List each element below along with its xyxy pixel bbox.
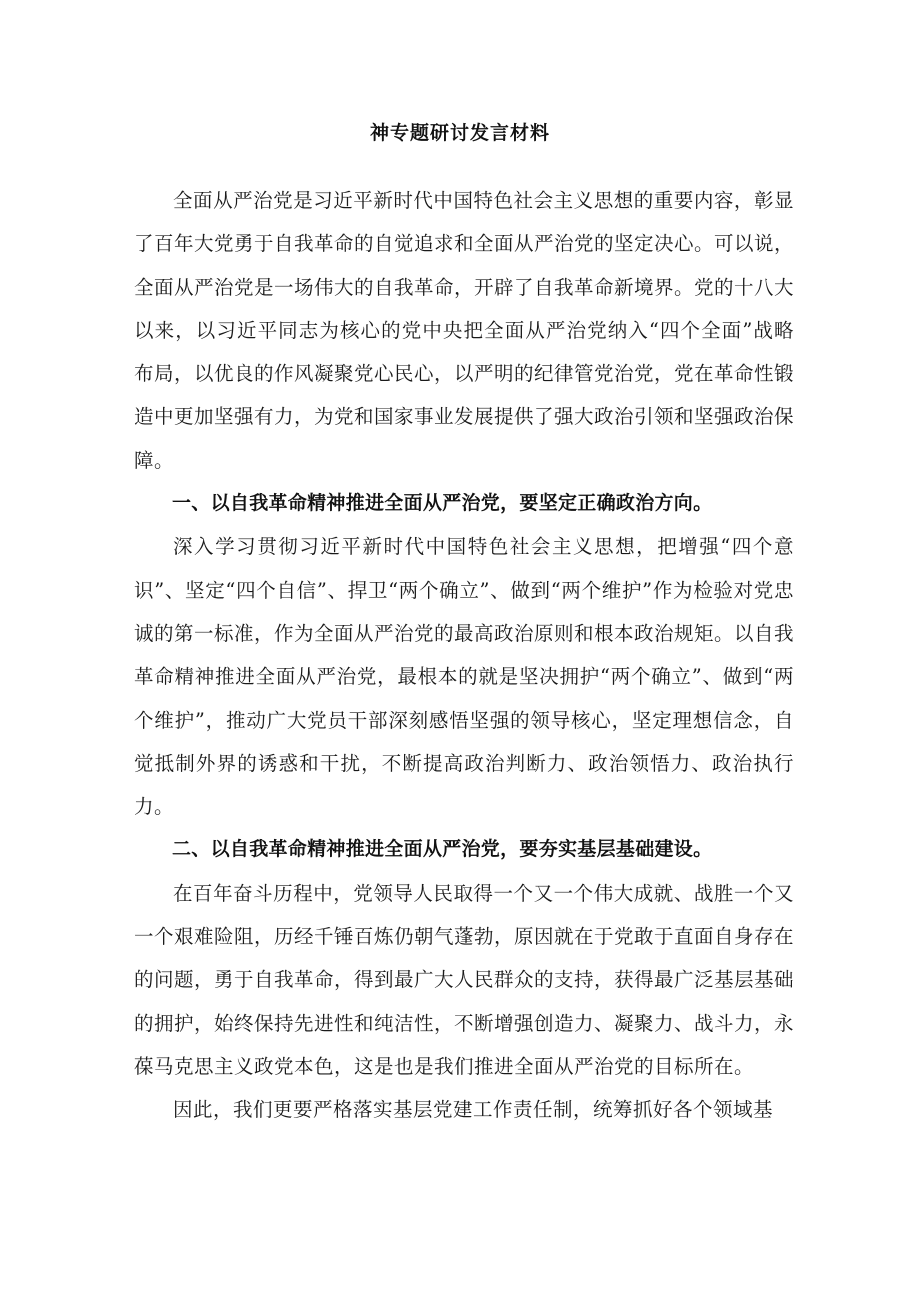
section-2-paragraph-1: 在百年奋斗历程中，党领导人民取得一个又一个伟大成就、战胜一个又一个艰难险阻，历经千锤百炼仍朝气蓬勃，原因就在于党敢于直面自身存在的问题，勇于自我革命，得到最广大人民群众的支持，获得最广泛基层基础的拥护，始终保持先进性和纯洁性，不断增强创造力、凝聚力、战斗力，永葆马克思主义政党本色，这是也是我们推进全面从严治党的目标所在。 [134,881,795,1078]
section-1-heading: 一、以自我革命精神推进全面从严治党，要坚定正确政治方向。 [172,492,713,515]
section-2-paragraph-2: 因此，我们更要严格落实基层党建工作责任制，统筹抓好各个领域基 [173,1098,774,1122]
document-body [134,153,794,1132]
section-2-heading: 二、以自我革命精神推进全面从严治党，要夯实基层基础建设。 [172,838,713,861]
document-title: 神专题研讨发言材料 [369,122,550,144]
section-1-paragraph-1: 深入学习贯彻习近平新时代中国特色社会主义思想，把增强“四个意识”、坚定“四个自信”、捍卫“两个确立”、做到“两个维护”作为检验对党忠诚的第一标准，作为全面从严治党的最高政治原则和根本政治规矩。以自我革命精神推进全面从严治党，最根本的就是坚决拥护“两个确立”、做到“两个维护”，推动广大党员干部深刻感悟坚强的领导核心，坚定理想信念，自觉抵制外界的诱惑和干扰，不断提高政治判断力、政治领悟力、政治执行力。 [134,535,795,819]
intro-paragraph: 全面从严治党是习近平新时代中国特色社会主义思想的重要内容，彰显了百年大党勇于自我革命的自觉追求和全面从严治党的坚定决心。可以说，全面从严治党是一场伟大的自我革命，开辟了自我革命新境界。党的十八大以来，以习近平同志为核心的党中央把全面从严治党纳入“四个全面”战略布局，以优良的作风凝聚党心民心，以严明的纪律管党治党，党在革命性锻造中更加坚强有力，为党和国家事业发展提供了强大政治引领和坚强政治保障。 [134,189,795,472]
